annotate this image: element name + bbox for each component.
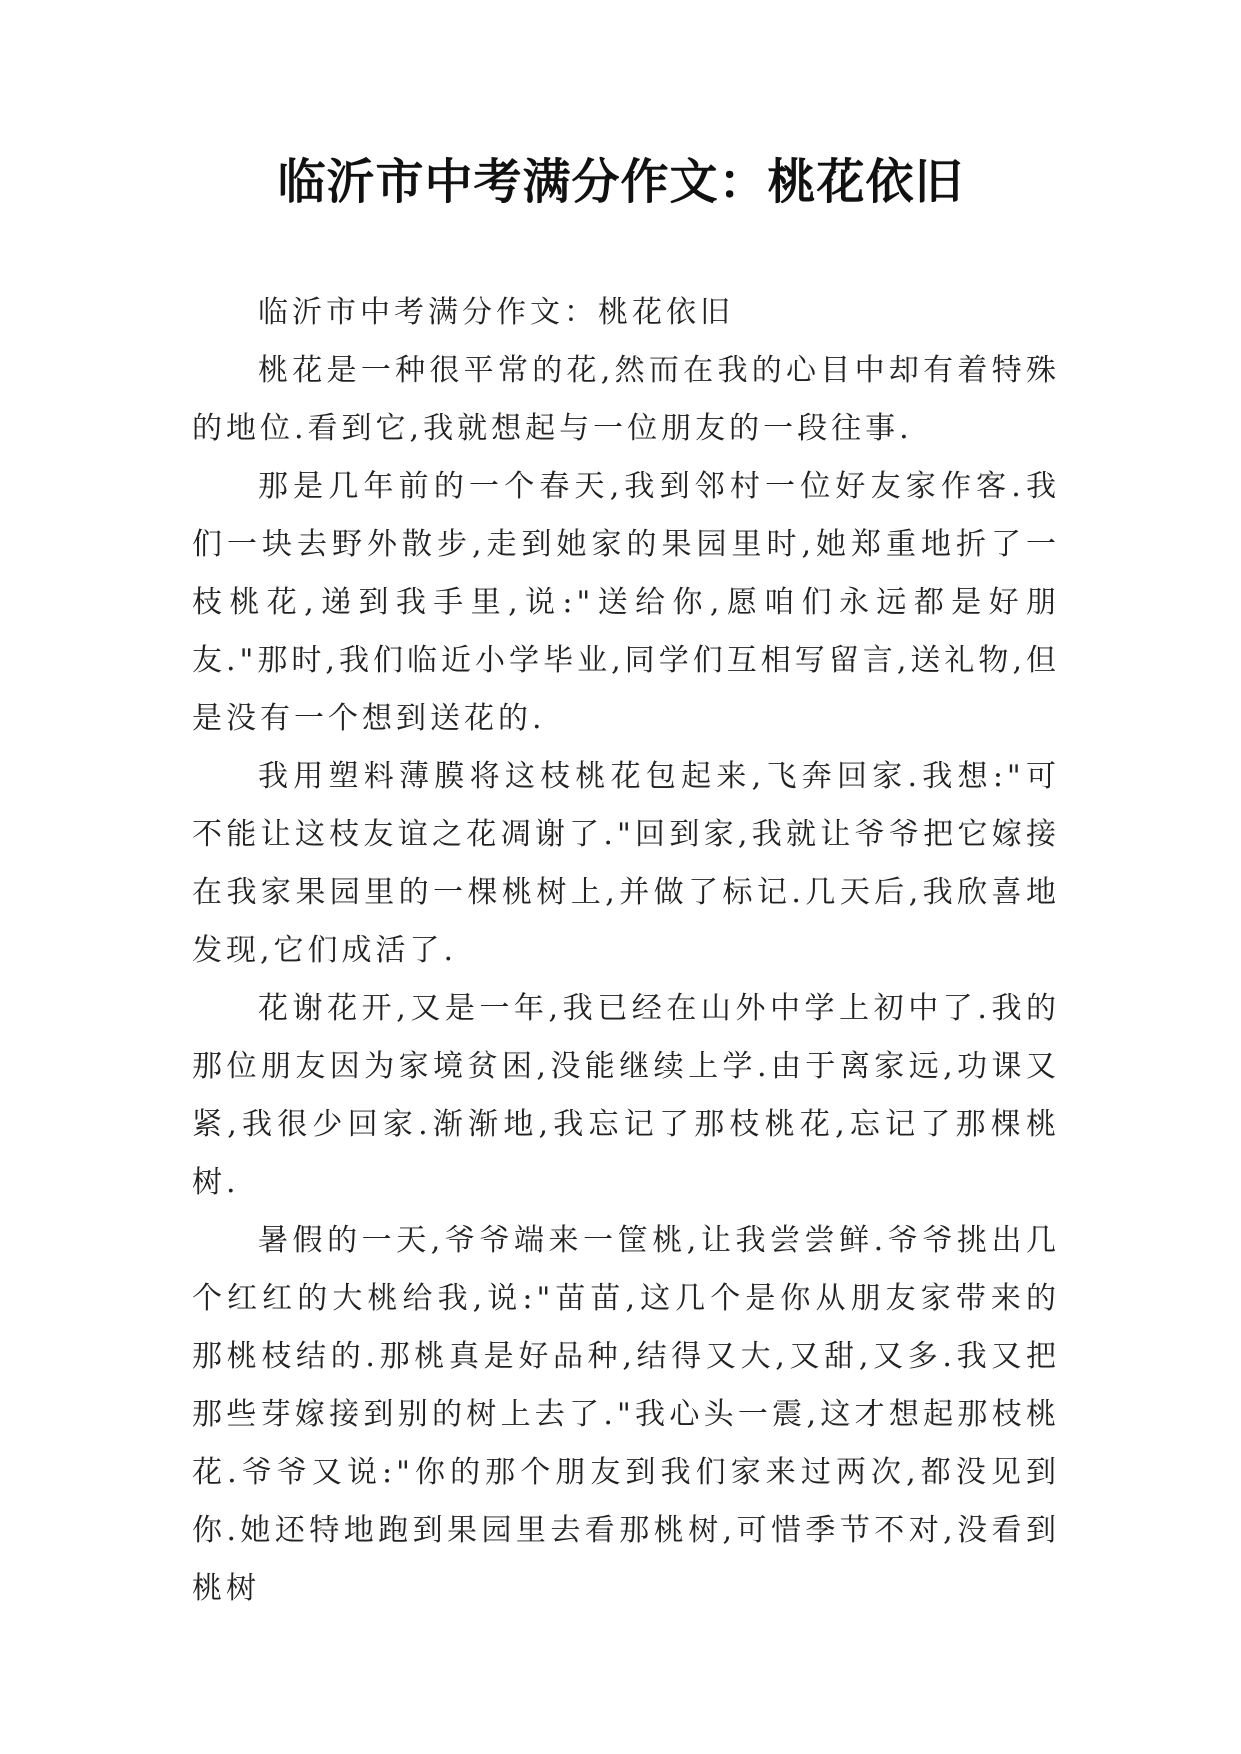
document-title: 临沂市中考满分作文：桃花依旧 [277, 154, 964, 210]
paragraph-3: 我用塑料薄膜将这枝桃花包起来,飞奔回家.我想:"可不能让这枝友谊之花凋谢了."回到家,我就让爷爷把它嫁接在我家果园里的一棵桃树上,并做了标记.几天后,我欣喜地发现,它们成活了. [192, 759, 1060, 968]
paragraph-2: 那是几年前的一个春天,我到邻村一位好友家作客.我们一块去野外散步,走到她家的果园里时,她郑重地折了一枝桃花,递到我手里,说:"送给你,愿咱们永远都是好朋友."那时,我们临近小学毕业,同学们互相写留言,送礼物,但是没有一个想到送花的. [192, 469, 1060, 736]
paragraph-4: 花谢花开,又是一年,我已经在山外中学上初中了.我的那位朋友因为家境贫困,没能继续上学.由于离家远,功课又紧,我很少回家.渐渐地,我忘记了那枝桃花,忘记了那棵桃树. [192, 991, 1060, 1200]
document-body [192, 284, 1060, 1618]
paragraph-subtitle: 临沂市中考满分作文：桃花依旧 [258, 295, 734, 330]
paragraph-5: 暑假的一天,爷爷端来一筐桃,让我尝尝鲜.爷爷挑出几个红红的大桃给我,说:"苗苗,这几个是你从朋友家带来的那桃枝结的.那桃真是好品种,结得又大,又甜,又多.我又把那些芽嫁接到别的树上去了."我心头一震,这才想起那枝桃花.爷爷又说:"你的那个朋友到我们家来过两次,都没见到你.她还特地跑到果园里去看那桃树,可惜季节不对,没看到桃树 [192, 1223, 1060, 1606]
paragraph-1: 桃花是一种很平常的花,然而在我的心目中却有着特殊的地位.看到它,我就想起与一位朋友的一段往事. [192, 353, 1060, 446]
